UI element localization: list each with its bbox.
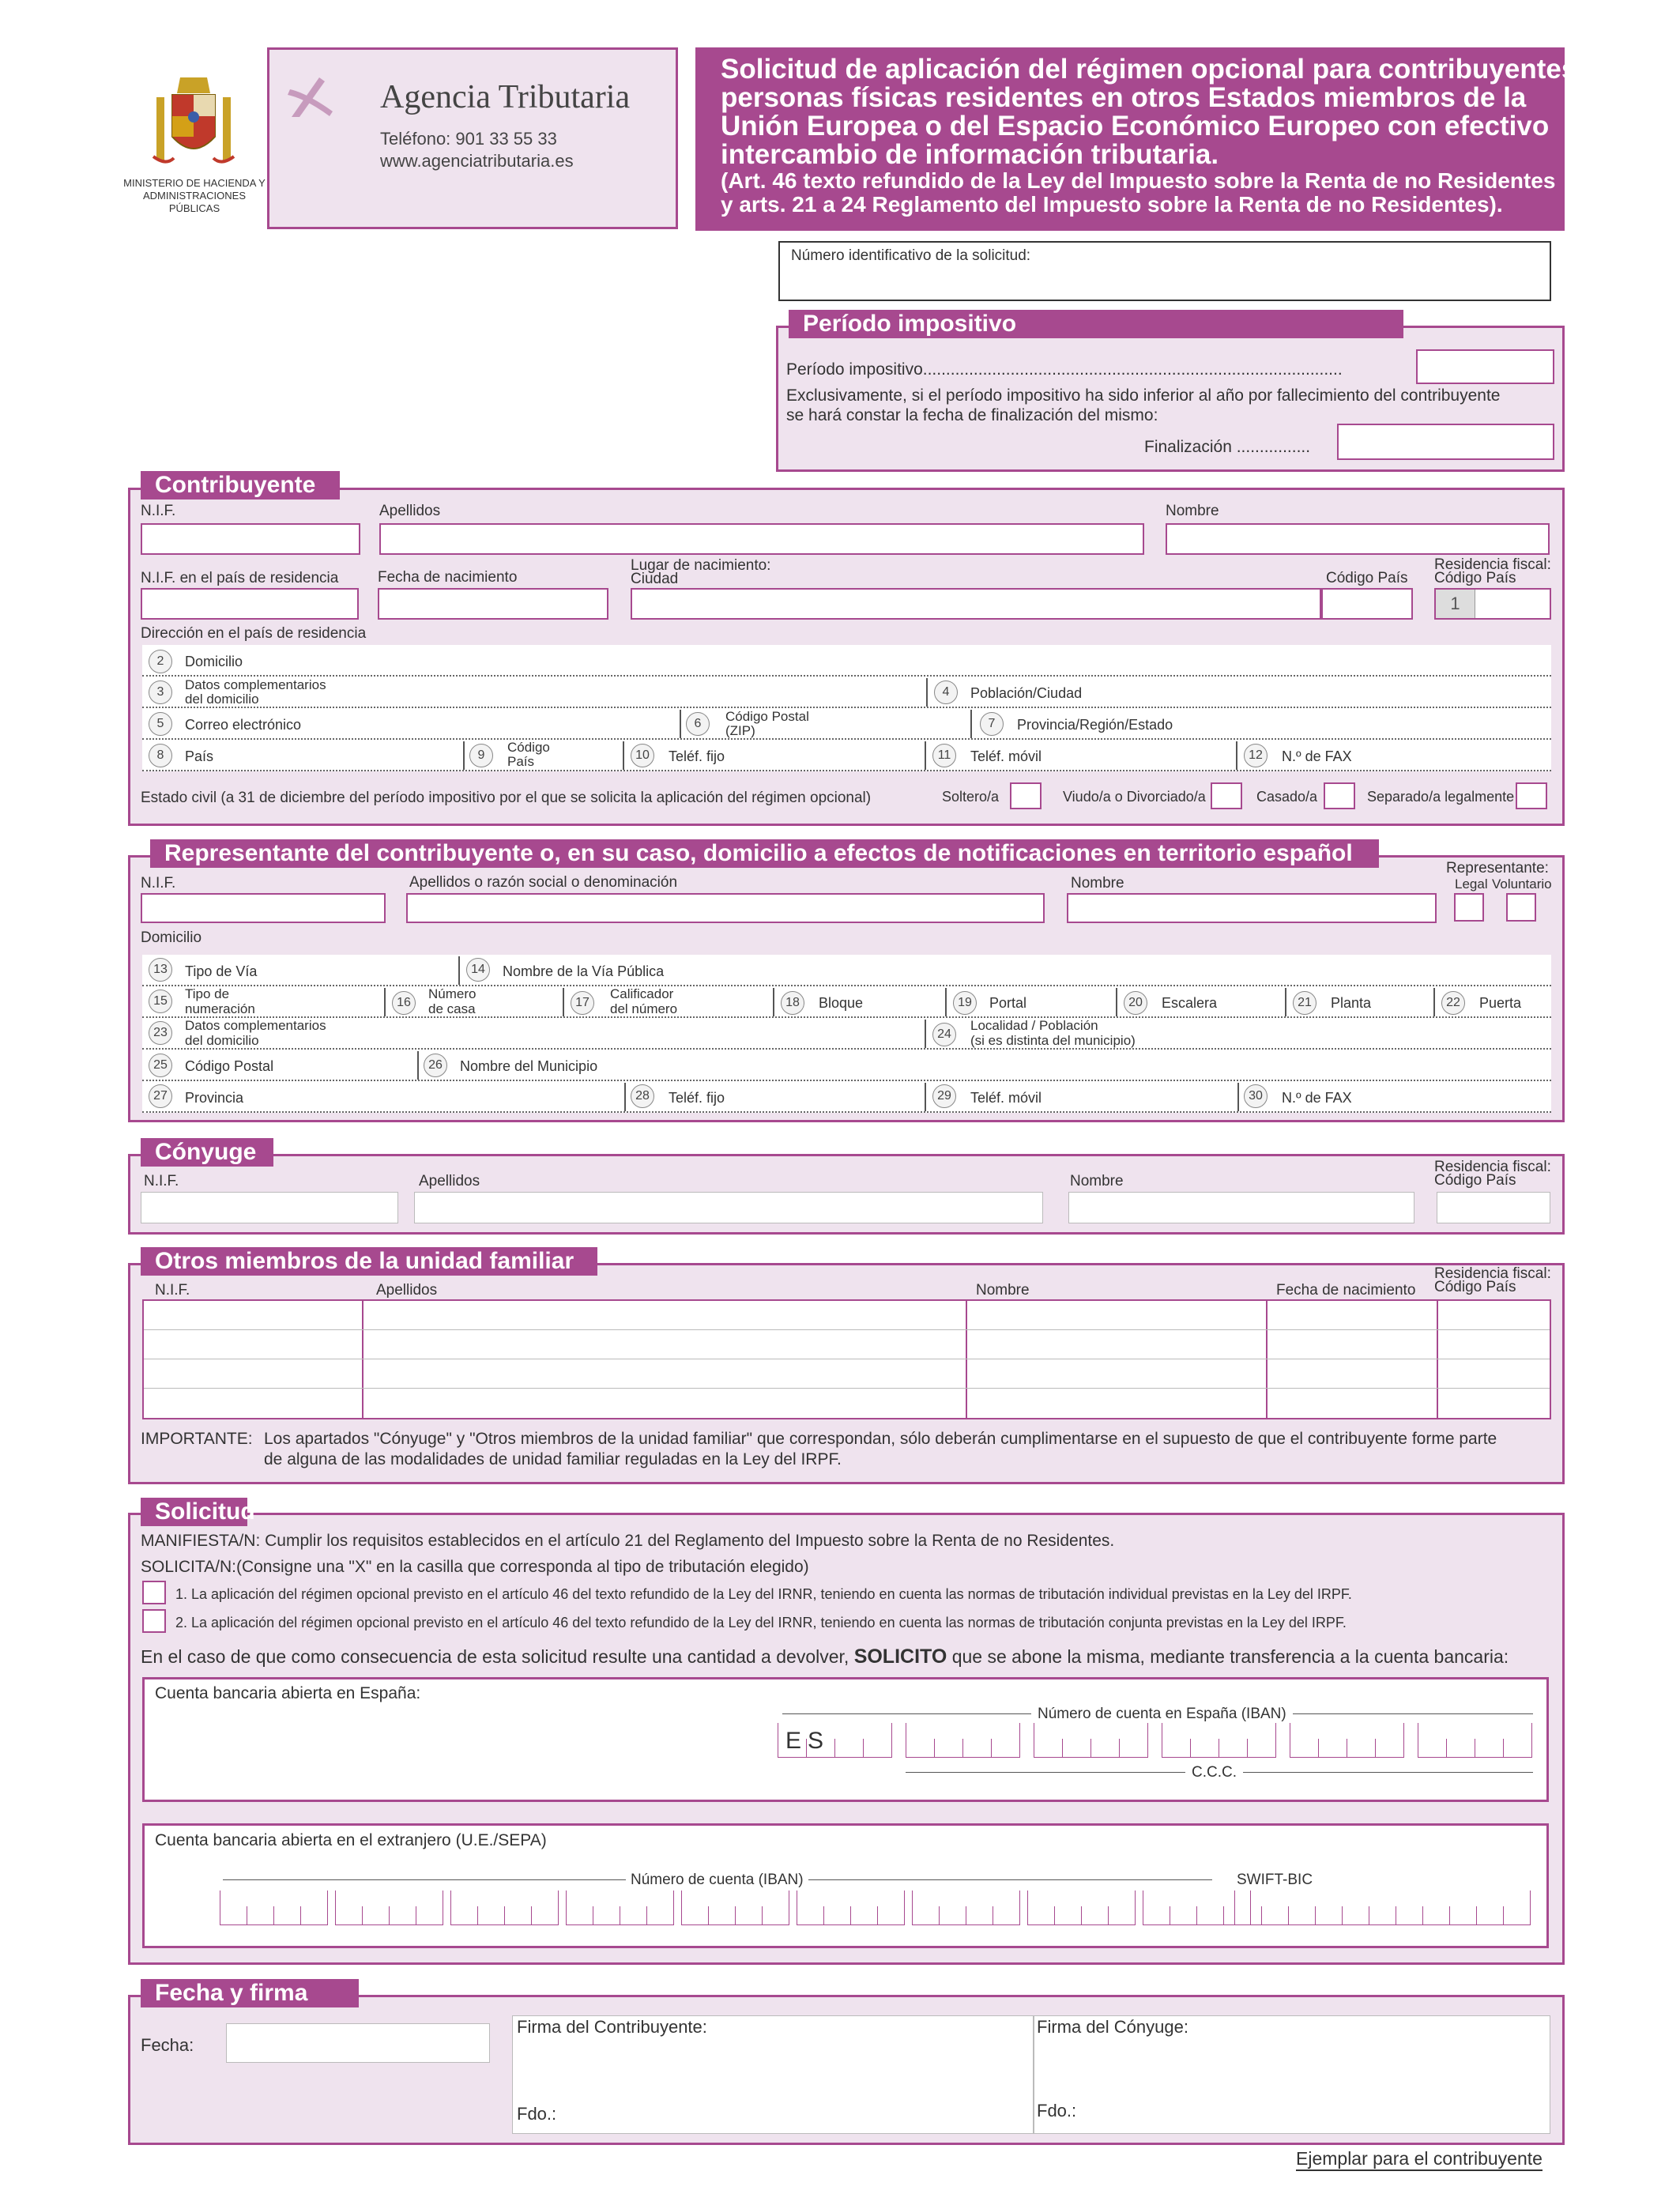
ministry-name: MINISTERIO DE HACIENDA Y ADMINISTRACIONES PÚBLICAS [123, 177, 266, 214]
ccc-label: C.C.C. [1185, 1764, 1243, 1781]
conyuge-apellidos-label: Apellidos [419, 1173, 480, 1189]
fax-label: N.º de FAX [1282, 748, 1352, 764]
field-number-20: 20 [1124, 991, 1147, 1015]
digit-cell-divider [735, 1906, 736, 1925]
coat-of-arms-logo [150, 70, 237, 172]
finalizacion-label: Finalización ................ [1144, 438, 1311, 456]
periodo-title: Período impositivo [789, 310, 1403, 338]
swift-label: SWIFT-BIC [1237, 1872, 1313, 1888]
rep-domicilio-label: Domicilio [141, 929, 202, 946]
digit-cell-divider [708, 1906, 709, 1925]
rep-nombre-label: Nombre [1071, 875, 1124, 892]
digit-cell-divider [673, 1891, 674, 1925]
digit-cell-divider [1530, 1891, 1531, 1925]
localidad-label-1: Localidad / Población [970, 1018, 1098, 1033]
conyuge-residencia-input[interactable] [1437, 1192, 1550, 1223]
fdo-conyuge-label: Fdo.: [1037, 2101, 1077, 2120]
divider [1237, 1083, 1239, 1111]
rep-nombre-input[interactable] [1067, 893, 1437, 923]
field-number-5: 5 [149, 712, 172, 736]
form-title-line-1: Solicitud de aplicación del régimen opcional para contribuyentes [721, 54, 1577, 85]
rep-tipo-label: Representante: [1446, 860, 1549, 876]
form-title-line-2: personas físicas residentes en otros Estados miembros de la [721, 82, 1527, 113]
rep-datos-complementarios-label-2: del domicilio [185, 1033, 259, 1048]
form-title-line-3: Unión Europea o del Espacio Económico Europeo con efectivo [721, 111, 1550, 141]
field-number-19: 19 [953, 991, 977, 1015]
field-number-4: 4 [934, 680, 958, 704]
divider [1116, 988, 1117, 1016]
divider [1433, 988, 1435, 1016]
nif-label: N.I.F. [141, 503, 176, 519]
nombre-input[interactable] [1166, 523, 1550, 555]
fecha-label: Fecha: [141, 2035, 194, 2055]
solicitud-title: Solicitud [141, 1498, 247, 1526]
digit-cell-divider [1315, 1906, 1316, 1925]
apellidos-label: Apellidos [379, 503, 441, 519]
digit-cell-divider [531, 1906, 532, 1925]
field-number-27: 27 [149, 1084, 172, 1108]
divider [458, 956, 460, 985]
digit-cell-divider [1449, 1906, 1450, 1925]
form-title-box [695, 47, 1577, 231]
conyuge-nif-label: N.I.F. [144, 1173, 179, 1189]
field-number-10: 10 [631, 744, 654, 767]
field-number-9: 9 [469, 744, 493, 767]
rep-voluntario-checkbox[interactable] [1506, 893, 1536, 922]
otros-nif-label: N.I.F. [155, 1282, 190, 1299]
codigo-pais-label: Código País [1326, 570, 1408, 586]
digit-group[interactable] [1418, 1723, 1532, 1758]
field-number-6: 6 [686, 712, 710, 736]
planta-label: Planta [1331, 995, 1372, 1011]
tipo-via-label: Tipo de Vía [185, 963, 258, 979]
nif-input[interactable] [141, 523, 360, 555]
telefono-movil-label: Teléf. móvil [970, 748, 1042, 764]
manifiesta-text: MANIFIESTA/N: Cumplir los requisitos establecidos en el artículo 21 del Reglamento del Impuesto sobre la Renta de no Residentes. [141, 1532, 1115, 1550]
localidad-label-2: (si es distinta del municipio) [970, 1033, 1136, 1048]
option-2-label: 2. La aplicación del régimen opcional previsto en el artículo 46 del texto refundido de la Ley del IRNR, teniendo en cuenta las normas de tributación conjunta previstas en la Ley del IRPF. [175, 1615, 1347, 1630]
digit-cell-divider [834, 1739, 835, 1758]
digit-cell-divider [389, 1906, 390, 1925]
rep-apellidos-input[interactable] [406, 893, 1045, 923]
field-number-28: 28 [631, 1084, 654, 1108]
municipio-label: Nombre del Municipio [460, 1058, 598, 1074]
codigo-postal-label-1: Código Postal [725, 709, 809, 724]
digit-cell-divider [450, 1891, 451, 1925]
rep-telefono-fijo-label: Teléf. fijo [669, 1090, 725, 1106]
digit-cell-divider [1375, 1739, 1376, 1758]
field-number-3: 3 [149, 680, 172, 704]
otros-fecha-label: Fecha de nacimiento [1276, 1282, 1416, 1299]
digit-group[interactable] [1027, 1891, 1136, 1925]
field-number-17: 17 [571, 991, 594, 1015]
digit-cell-divider [934, 1739, 935, 1758]
field-number-16: 16 [392, 991, 416, 1015]
divider [926, 678, 928, 707]
soltero-checkbox[interactable] [1010, 782, 1042, 809]
conyuge-nombre-input[interactable] [1068, 1192, 1414, 1223]
residencia-fiscal-label: Residencia fiscal: [1434, 556, 1551, 573]
finalizacion-input[interactable] [1337, 424, 1554, 460]
via-row[interactable] [142, 955, 1551, 986]
datos-complementarios-label-1: Datos complementarios [185, 677, 326, 692]
digit-cell-divider [1054, 1906, 1055, 1925]
periodo-note-2: se hará constar la fecha de finalización del mismo: [786, 406, 1158, 424]
digit-cell-divider [806, 1739, 807, 1758]
digit-cell-divider [1342, 1906, 1343, 1925]
lugar-nacimiento-label: Lugar de nacimiento: [631, 557, 771, 574]
digit-cell-divider [504, 1906, 505, 1925]
correo-row[interactable] [142, 708, 1551, 740]
field-number-12: 12 [1244, 744, 1268, 767]
request-id-label: Número identificativo de la solicitud: [791, 247, 1031, 264]
field-number-30: 30 [1244, 1084, 1268, 1108]
provincia-label: Provincia/Región/Estado [1017, 717, 1173, 733]
contribuyente-title: Contribuyente [141, 471, 340, 499]
digit-cell-divider [300, 1906, 301, 1925]
digit-cell-divider [1223, 1906, 1224, 1925]
firma-conyuge-label: Firma del Cónyuge: [1037, 2017, 1188, 2037]
otros-title: Otros miembros de la unidad familiar [141, 1247, 597, 1276]
digit-cell-divider [962, 1739, 963, 1758]
option-2-checkbox[interactable] [142, 1609, 166, 1633]
digit-cell-divider [1234, 1891, 1235, 1925]
conyuge-nombre-label: Nombre [1070, 1173, 1124, 1189]
digit-cell-divider [1503, 1739, 1504, 1758]
cuenta-extranjero-label: Cuenta bancaria abierta en el extranjero (U.E./SEPA) [155, 1831, 547, 1849]
form-title-line-4: intercambio de información tributaria. [721, 139, 1219, 170]
agency-box [267, 47, 678, 229]
portal-label: Portal [989, 995, 1027, 1011]
digit-cell-divider [273, 1906, 274, 1925]
ciudad-label: Ciudad [631, 571, 679, 587]
devolucion-text [141, 1646, 1509, 1668]
poblacion-label: Población/Ciudad [970, 685, 1083, 701]
datos-complementarios-label-2: del domicilio [185, 692, 259, 707]
nombre-label: Nombre [1166, 503, 1219, 519]
numero-casa-label-2: de casa [428, 1001, 476, 1016]
field-number-22: 22 [1441, 991, 1465, 1015]
rep-apellidos-label: Apellidos o razón social o denominación [409, 874, 678, 891]
digit-cell-divider [1503, 1906, 1504, 1925]
datos-complementarios-row[interactable] [142, 677, 1551, 708]
puerta-label: Puerta [1479, 995, 1522, 1011]
digit-cell-divider [646, 1906, 647, 1925]
digit-cell-divider [904, 1891, 905, 1925]
divider [1285, 988, 1286, 1016]
digit-cell-divider [912, 1891, 913, 1925]
digit-cell-divider [1081, 1906, 1082, 1925]
divider [970, 710, 972, 738]
field-number-21: 21 [1293, 991, 1317, 1015]
digit-cell-divider [1531, 1723, 1532, 1758]
periodo-input[interactable] [1416, 349, 1554, 384]
digit-cell-divider [850, 1906, 851, 1925]
firma-title: Fecha y firma [141, 1979, 359, 2007]
municipio-row[interactable] [142, 1050, 1551, 1081]
form-title-line-6: y arts. 21 a 24 Reglamento del Impuesto sobre la Renta de no Residentes). [721, 192, 1503, 217]
digit-cell-divider [891, 1723, 892, 1758]
firma-contribuyente-label: Firma del Contribuyente: [517, 2017, 707, 2037]
field-number-14: 14 [466, 958, 490, 982]
solicita-text: SOLICITA/N:(Consigne una "X" en la casilla que corresponda al tipo de tributación elegido) [141, 1558, 809, 1576]
digit-cell-divider [327, 1891, 328, 1925]
digit-cell-divider [863, 1739, 864, 1758]
separado-label: Separado/a legalmente [1367, 789, 1515, 805]
digit-cell-divider [1019, 1891, 1020, 1925]
table-row[interactable] [144, 1389, 1550, 1418]
fecha-nacimiento-input[interactable] [378, 588, 608, 620]
fecha-input[interactable] [226, 2023, 490, 2063]
iban-es-digit-s: S [808, 1728, 824, 1754]
field-number-23: 23 [149, 1021, 172, 1045]
field-number-18: 18 [781, 991, 804, 1015]
digit-group[interactable] [681, 1891, 789, 1925]
digit-cell-divider [762, 1906, 763, 1925]
divider [417, 1051, 419, 1080]
casado-label: Casado/a [1256, 789, 1318, 805]
conyuge-residencia-label: Residencia fiscal: [1434, 1159, 1551, 1175]
digit-group[interactable] [566, 1891, 674, 1925]
calificador-label-2: del número [610, 1001, 678, 1016]
conyuge-apellidos-input[interactable] [414, 1192, 1043, 1223]
tipo-numeracion-label-2: numeración [185, 1001, 255, 1016]
digit-cell-divider [1261, 1906, 1262, 1925]
nif-residencia-label: N.I.F. en el país de residencia [141, 570, 339, 586]
codigo-postal-label-2: (ZIP) [725, 723, 755, 738]
agency-web: www.agenciatributaria.es [380, 151, 574, 171]
digit-group[interactable] [1234, 1891, 1531, 1925]
viudo-checkbox[interactable] [1211, 782, 1242, 809]
table-row[interactable] [144, 1301, 1550, 1330]
divider [624, 1083, 626, 1111]
digit-cell-divider [1090, 1739, 1091, 1758]
digit-group[interactable] [906, 1723, 1020, 1758]
pais-label: País [185, 748, 214, 764]
digit-cell-divider [1119, 1739, 1120, 1758]
digit-cell-divider [1476, 1906, 1477, 1925]
representante-title: Representante del contribuyente o, en su caso, domicilio a efectos de notificaciones en territorio español [150, 839, 1379, 868]
digit-cell-divider [877, 1906, 878, 1925]
periodo-label: Período impositivo........................................................................................... [786, 360, 1343, 379]
devolucion-solicito: SOLICITO [853, 1646, 947, 1668]
rep-datos-complementarios-row[interactable] [142, 1018, 1551, 1050]
digit-cell-divider [1147, 1723, 1148, 1758]
otros-apellidos-label: Apellidos [376, 1282, 438, 1299]
importante-text-1: Los apartados "Cónyuge" y "Otros miembros de la unidad familiar" que correspondan, sólo deberán cumplimentarse en el supuesto de que el contribuyente forme parte [264, 1430, 1497, 1448]
residencia-codigo-pais-label: Código País [1434, 570, 1516, 586]
divider [945, 988, 947, 1016]
ciudad-input[interactable] [631, 588, 1321, 620]
devolucion-text-a: En el caso de que como consecuencia de esta solicitud resulte una cantidad a devolver, [141, 1646, 849, 1667]
field-number-25: 25 [149, 1054, 172, 1077]
rep-fax-label: N.º de FAX [1282, 1090, 1352, 1106]
iban-ext-field[interactable] [220, 1891, 1217, 1927]
digit-cell-divider [1422, 1906, 1423, 1925]
digit-cell-divider [823, 1906, 824, 1925]
digit-cell-divider [1108, 1906, 1109, 1925]
field-number-26: 26 [424, 1054, 447, 1077]
agency-name: Agencia Tributaria [380, 79, 631, 115]
digit-cell-divider [1135, 1891, 1136, 1925]
field-number-2: 2 [149, 650, 172, 673]
digit-group[interactable] [912, 1891, 1020, 1925]
importante-label: IMPORTANTE: [141, 1430, 253, 1448]
tipo-numeracion-label-1: Tipo de [185, 986, 230, 1001]
digit-cell-divider [1247, 1739, 1248, 1758]
numero-casa-label-1: Número [428, 986, 477, 1001]
otros-nombre-label: Nombre [976, 1282, 1030, 1299]
field-number-13: 13 [149, 958, 172, 982]
rep-legal-checkbox[interactable] [1454, 893, 1484, 922]
digit-cell-divider [939, 1906, 940, 1925]
residencia-fiscal-input[interactable] [1434, 588, 1551, 620]
form-title-line-5: (Art. 46 texto refundido de la Ley del Impuesto sobre la Renta de no Residentes [721, 168, 1556, 193]
codigo-pais-field-label-1: Código [507, 740, 550, 755]
conyuge-title: Cónyuge [141, 1138, 273, 1167]
otros-codigo-pais-label: Código País [1434, 1279, 1516, 1295]
digit-group[interactable] [1290, 1723, 1404, 1758]
rep-datos-complementarios-label-1: Datos complementarios [185, 1018, 326, 1033]
cuenta-espana-label: Cuenta bancaria abierta en España: [155, 1684, 421, 1702]
rep-nif-label: N.I.F. [141, 875, 176, 892]
divider [925, 1083, 926, 1111]
divider [680, 710, 681, 738]
swift-field[interactable] [1234, 1891, 1530, 1927]
digit-group[interactable] [1162, 1723, 1276, 1758]
request-id-field[interactable] [778, 241, 1551, 301]
bloque-label: Bloque [819, 995, 864, 1011]
otros-members-table[interactable] [142, 1299, 1551, 1419]
table-row[interactable] [144, 1359, 1550, 1389]
residencia-fiscal-value: 1 [1436, 590, 1475, 618]
option-1-label: 1. La aplicación del régimen opcional previsto en el artículo 46 del texto refundido de la Ley del IRNR, teniendo en cuenta las normas de tributación individual previstas en la Ley del IRPF. [175, 1586, 1352, 1602]
field-number-29: 29 [932, 1084, 956, 1108]
digit-group[interactable] [797, 1891, 905, 1925]
estado-civil-label: Estado civil (a 31 de diciembre del período impositivo por el que se solicita la aplicación del régimen opcional) [141, 790, 872, 806]
digit-cell-divider [1190, 1739, 1191, 1758]
conyuge-codigo-pais-label: Código País [1434, 1172, 1516, 1189]
periodo-note-1: Exclusivamente, si el período impositivo ha sido inferior al año por fallecimiento del contribuyente [786, 386, 1501, 405]
devolucion-text-c: que se abone la misma, mediante transferencia a la cuenta bancaria: [951, 1646, 1509, 1667]
digit-cell-divider [566, 1891, 567, 1925]
divider [773, 988, 774, 1016]
divider [563, 988, 564, 1016]
rep-nif-input[interactable] [141, 893, 386, 923]
digit-cell-divider [1275, 1723, 1276, 1758]
direccion-label: Dirección en el país de residencia [141, 625, 367, 642]
field-number-11: 11 [932, 744, 956, 767]
divider [623, 741, 624, 770]
digit-cell-divider [1318, 1739, 1319, 1758]
digit-cell-divider [1062, 1739, 1063, 1758]
fecha-nacimiento-label: Fecha de nacimiento [378, 569, 518, 586]
divider [925, 741, 926, 770]
digit-cell-divider [1196, 1906, 1197, 1925]
digit-cell-divider [362, 1906, 363, 1925]
iban-ext-label: Número de cuenta (IBAN) [626, 1872, 808, 1889]
rep-telefono-movil-label: Teléf. móvil [970, 1090, 1042, 1106]
rep-provincia-label: Provincia [185, 1090, 244, 1106]
digit-cell-divider [558, 1891, 559, 1925]
viudo-label: Viudo/a o Divorciado/a [1063, 789, 1206, 805]
digit-group[interactable] [450, 1891, 559, 1925]
digit-cell-divider [1019, 1723, 1020, 1758]
divider [925, 1020, 926, 1048]
rep-codigo-postal-label: Código Postal [185, 1058, 274, 1074]
casado-checkbox[interactable] [1324, 782, 1355, 809]
digit-cell-divider [1403, 1723, 1404, 1758]
codigo-pais-input[interactable] [1321, 588, 1413, 620]
iban-es-digit-e: E [785, 1728, 802, 1754]
rep-voluntario-label: Voluntario [1492, 876, 1552, 892]
codigo-pais-field-label-2: País [507, 754, 535, 769]
field-number-7: 7 [980, 712, 1004, 736]
separado-checkbox[interactable] [1516, 782, 1547, 809]
option-1-checkbox[interactable] [142, 1581, 166, 1604]
digit-cell-divider [991, 1739, 992, 1758]
divider [384, 988, 386, 1016]
field-number-8: 8 [149, 744, 172, 767]
escalera-label: Escalera [1162, 995, 1218, 1011]
digit-group[interactable] [335, 1891, 443, 1925]
domicilio-row[interactable] [142, 645, 1551, 677]
conyuge-nif-input[interactable] [141, 1192, 398, 1223]
nombre-via-label: Nombre de la Vía Pública [503, 963, 665, 979]
digit-group[interactable] [220, 1891, 328, 1925]
soltero-label: Soltero/a [942, 789, 1000, 805]
rep-legal-label: Legal [1455, 876, 1488, 892]
divider [1236, 741, 1237, 770]
apellidos-input[interactable] [379, 523, 1144, 555]
importante-text-2: de alguna de las modalidades de unidad familiar reguladas en la Ley del IRPF. [264, 1450, 842, 1468]
fdo-contribuyente-label: Fdo.: [517, 2104, 557, 2124]
nif-residencia-input[interactable] [141, 588, 359, 620]
digit-cell-divider [681, 1891, 682, 1925]
otros-residencia-label: Residencia fiscal: [1434, 1265, 1551, 1282]
field-number-24: 24 [932, 1023, 956, 1046]
digit-cell-divider [1288, 1906, 1289, 1925]
digit-cell-divider [477, 1906, 478, 1925]
agency-logo-icon [284, 74, 339, 121]
digit-cell-divider [1446, 1739, 1447, 1758]
digit-group[interactable] [1034, 1723, 1148, 1758]
calificador-label-1: Calificador [610, 986, 674, 1001]
iban-es-field[interactable] [778, 1723, 1536, 1761]
ejemplar-footer: Ejemplar para el contribuyente [1296, 2147, 1543, 2171]
digit-cell-divider [1027, 1891, 1028, 1925]
divider [463, 741, 465, 770]
field-number-15: 15 [149, 990, 172, 1013]
correo-label: Correo electrónico [185, 717, 302, 733]
telefono-fijo-label: Teléf. fijo [669, 748, 725, 764]
domicilio-label: Domicilio [185, 654, 243, 669]
table-row[interactable] [144, 1330, 1550, 1359]
digit-cell-divider [335, 1891, 336, 1925]
agency-phone: Teléfono: 901 33 55 33 [380, 129, 557, 149]
iban-es-label: Número de cuenta en España (IBAN) [1031, 1706, 1293, 1723]
